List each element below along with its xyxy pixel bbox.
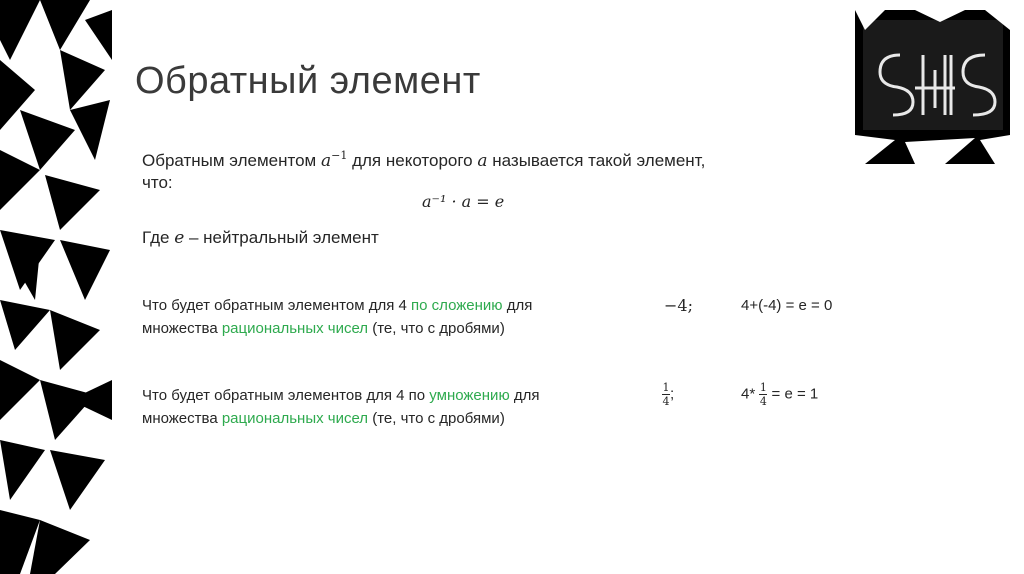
definition-text xyxy=(142,145,822,194)
definition-middle: для некоторого xyxy=(352,151,473,170)
question-multiplication: Что будет обратным элементов для 4 по умножению для множества рациональных чисел (те, что с дробями) xyxy=(142,387,540,427)
check-multiplication: 4* $\frac{1}{4}$ = e = 1 xyxy=(741,381,819,408)
check-addition: 4+(-4) = e = 0 xyxy=(741,297,833,314)
fraction-check: $\frac{1}{4}$ xyxy=(759,381,767,408)
element-symbol: a xyxy=(477,151,488,171)
definition-prefix: Обратным элементом xyxy=(142,151,317,170)
highlight-addition: по сложению xyxy=(411,297,503,314)
question-addition: Что будет обратным элементом для 4 по сложению для множества рациональных чисел (те, что с дробями) xyxy=(142,297,533,337)
answer-multiplication: $\frac{1}{4}$ ; xyxy=(662,381,675,408)
decorative-pattern xyxy=(0,0,112,574)
logo-image xyxy=(855,10,1010,164)
highlight-multiplication: умножению xyxy=(429,387,510,404)
fraction-answer: $\frac{1}{4}$ xyxy=(662,381,670,408)
page-title: Обратный элемент xyxy=(135,60,481,102)
neutral-element-text: Где e – нейтральный элемент xyxy=(142,228,379,248)
highlight-rational-2: рациональных чисел xyxy=(221,410,369,427)
definition-suffix: называется такой элемент, xyxy=(492,151,706,170)
highlight-rational: рациональных чисел xyxy=(221,320,369,337)
definition-line2: что: xyxy=(142,173,173,192)
definition-formula: a⁻¹ · a = e xyxy=(422,192,505,211)
answer-addition: −4; xyxy=(664,296,693,315)
inverse-symbol: $a^{-1}$ xyxy=(320,149,348,171)
